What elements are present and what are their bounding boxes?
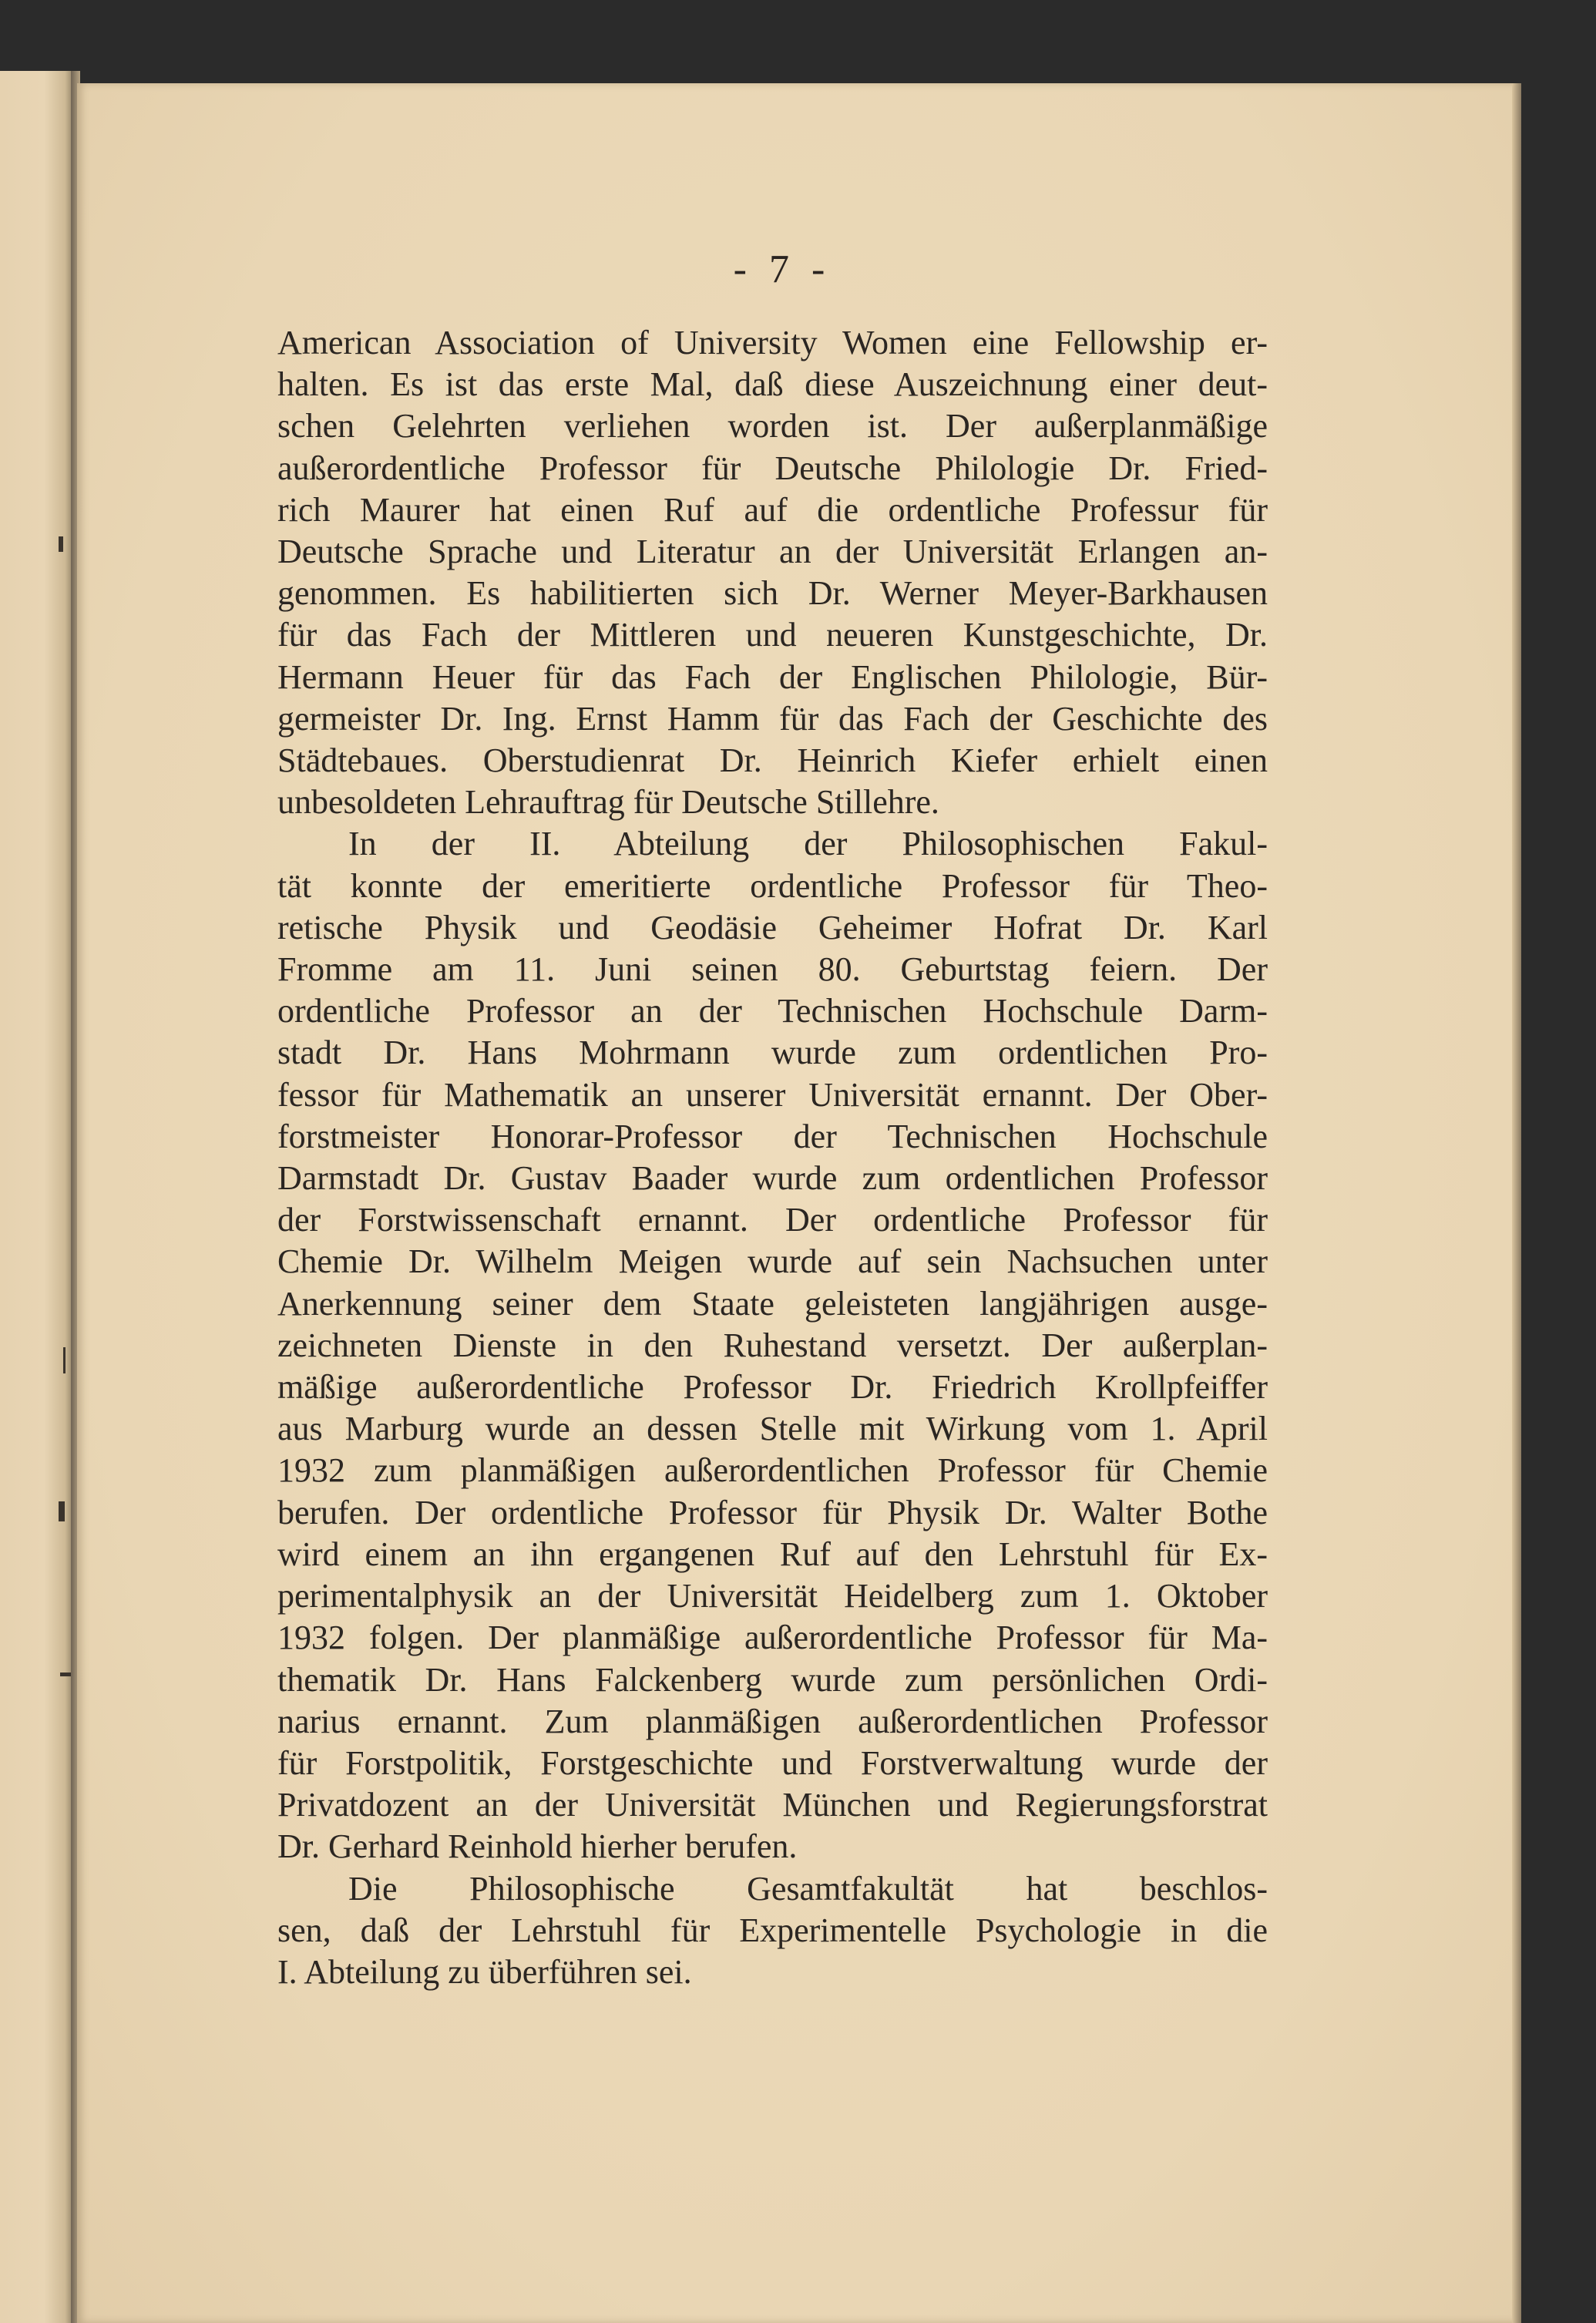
text-line: Deutsche Sprache und Literatur an der Universität Erlangen an- [277,533,1268,571]
text-line: 1932 zum planmäßigen außerordentlichen Professor für Chemie [277,1451,1268,1490]
text-line: stadt Dr. Hans Mohrmann wurde zum ordentlichen Pro- [277,1034,1268,1072]
text-line: Dr. Gerhard Reinhold hierher berufen. [277,1827,798,1866]
text-line: germeister Dr. Ing. Ernst Hamm für das Fach der Geschichte des [277,699,1268,738]
text-line: sen, daß der Lehrstuhl für Experimentelle Psychologie in die [277,1911,1268,1949]
text-line: zeichneten Dienste in den Ruhestand versetzt. Der außerplan- [277,1326,1268,1364]
text-line: Hermann Heuer für das Fach der Englischen Philologie, Bür- [277,657,1268,696]
text-line: Anerkennung seiner dem Staate geleisteten langjährigen ausge- [277,1284,1268,1323]
text-line: ordentliche Professor an der Technischen Hochschule Darm- [277,992,1268,1030]
text-line: Privatdozent an der Universität München und Regierungsforstrat [277,1786,1268,1824]
text-line: 1932 folgen. Der planmäßige außerordentliche Professor für Ma- [277,1619,1268,1657]
page-number: - 7 - [733,247,832,291]
text-line: I. Abteilung zu überführen sei. [277,1952,692,1991]
text-line: Städtebaues. Oberstudienrat Dr. Heinrich Kiefer erhielt einen [277,741,1268,780]
text-line: Fromme am 11. Juni seinen 80. Geburtstag feiern. Der [277,950,1268,989]
text-line: In der II. Abteilung der Philosophischen Fakul- [348,825,1268,863]
text-line: fessor für Mathematik an unserer Universität ernannt. Der Ober- [277,1075,1268,1114]
text-line: unbesoldeten Lehrauftrag für Deutsche Stillehre. [277,783,939,822]
text-line: aus Marburg wurde an dessen Stelle mit Wirkung vom 1. April [277,1410,1268,1448]
text-line: retische Physik und Geodäsie Geheimer Hofrat Dr. Karl [277,908,1268,946]
text-line: für Forstpolitik, Forstgeschichte und Forstverwaltung wurde der [277,1743,1268,1782]
margin-mark [59,536,63,552]
text-line: genommen. Es habilitierten sich Dr. Werner Meyer-Barkhausen [277,574,1268,613]
text-line: forstmeister Honorar-Professor der Technischen Hochschule [277,1117,1268,1155]
text-line: narius ernannt. Zum planmäßigen außerordentlichen Professor [277,1702,1268,1740]
text-line: Chemie Dr. Wilhelm Meigen wurde auf sein Nachsuchen unter [277,1242,1268,1281]
left-page-edge [0,71,74,2323]
margin-mark [60,1672,71,1676]
text-line: tät konnte der emeritierte ordentliche Professor für Theo- [277,866,1268,905]
text-line: mäßige außerordentliche Professor Dr. Friedrich Krollpfeiffer [277,1368,1268,1407]
text-line: Darmstadt Dr. Gustav Baader wurde zum ordentlichen Professor [277,1159,1268,1198]
text-line: schen Gelehrten verliehen worden ist. Der außerplanmäßige [277,407,1268,445]
page-right-edge [1512,83,1521,2323]
text-line: für das Fach der Mittleren und neueren Kunstgeschichte, Dr. [277,616,1268,654]
margin-mark [63,1347,66,1373]
text-line: halten. Es ist das erste Mal, daß diese Auszeichnung einer deut- [277,365,1268,404]
text-line: außerordentliche Professor für Deutsche Philologie Dr. Fried- [277,449,1268,487]
text-line: rich Maurer hat einen Ruf auf die ordentliche Professur für [277,490,1268,529]
body-text [277,322,1268,1993]
text-line: American Association of University Women eine Fellowship er- [277,324,1268,361]
margin-mark [59,1501,65,1521]
text-line: thematik Dr. Hans Falckenberg wurde zum persönlichen Ordi- [277,1660,1268,1699]
text-line: wird einem an ihn ergangenen Ruf auf den Lehrstuhl für Ex- [277,1535,1268,1573]
text-line: berufen. Der ordentliche Professor für Physik Dr. Walter Bothe [277,1493,1268,1531]
text-line: perimentalphysik an der Universität Heidelberg zum 1. Oktober [277,1577,1268,1615]
text-line: Die Philosophische Gesamtfakultät hat beschlos- [348,1869,1268,1908]
text-line: der Forstwissenschaft ernannt. Der ordentliche Professor für [277,1201,1268,1239]
